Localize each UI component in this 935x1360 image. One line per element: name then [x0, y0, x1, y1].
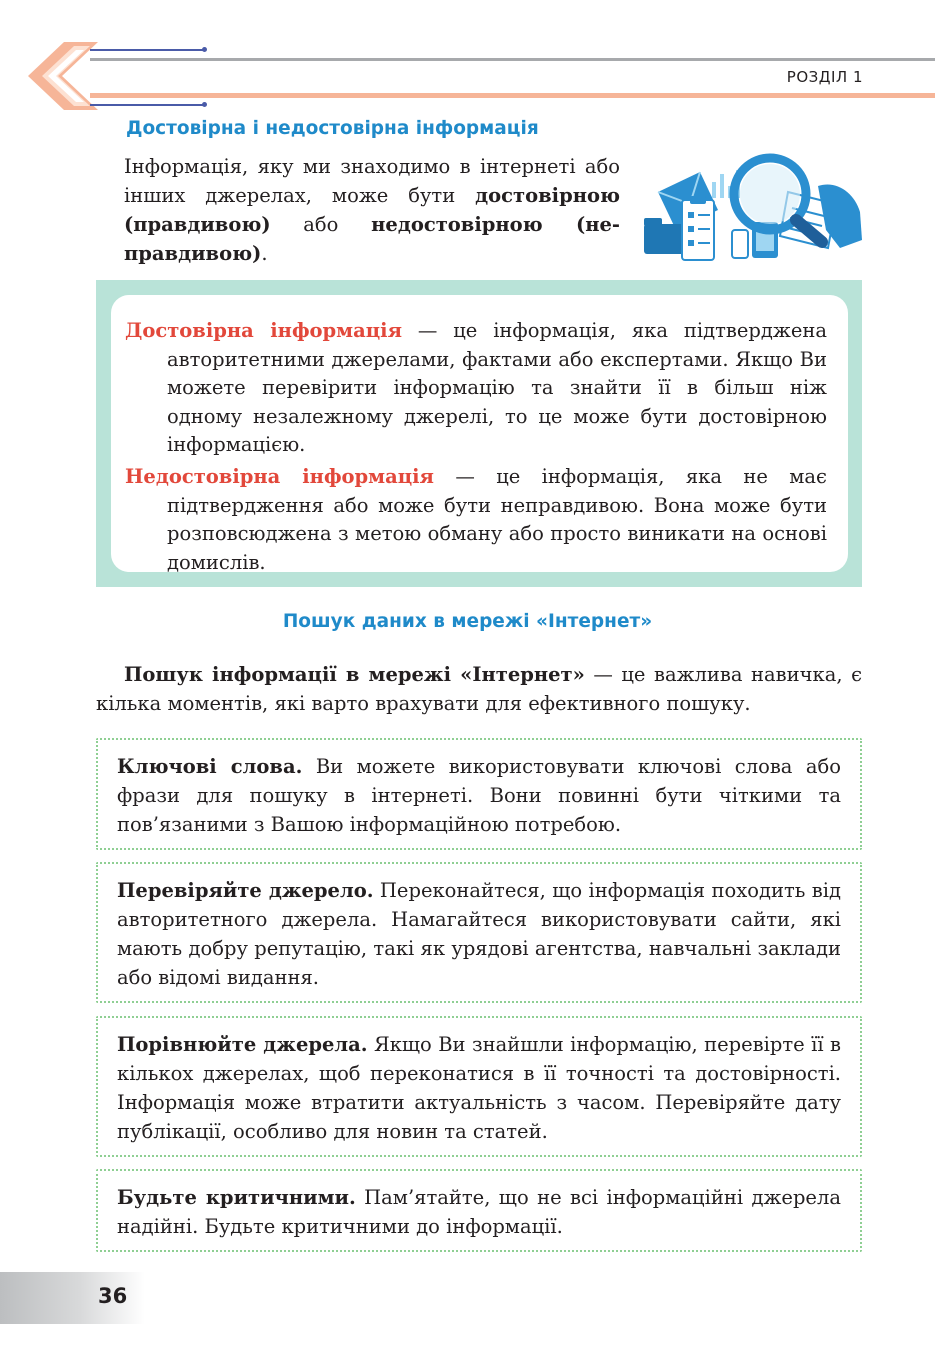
- header-rule-peach: [90, 93, 935, 98]
- tip-be-critical-title: Будьте критичними.: [117, 1186, 356, 1209]
- header-rule-gray: [90, 58, 935, 61]
- definitions-inner: [111, 295, 848, 572]
- header-rule-blue-bottom: [90, 104, 205, 106]
- intro-text-1: Інформація, яку ми знаходимо в інтернеті або інших джерелах, може бути: [124, 155, 620, 207]
- search-intro-paragraph: [96, 660, 862, 718]
- tip-compare-sources: [96, 1016, 862, 1157]
- search-intro-bold: Пошук інформації в мережі «Інтернет»: [124, 663, 585, 686]
- intro-paragraph: [124, 152, 620, 268]
- section-title-reliable-info: Достовірна і недостовірна інформація: [126, 118, 539, 139]
- section-label: РОЗДІЛ 1: [786, 68, 863, 86]
- tip-check-source: [96, 862, 862, 1003]
- intro-text-3: .: [261, 242, 268, 265]
- chevron-left-icon: [28, 42, 108, 110]
- tip-keywords-title: Ключові слова.: [117, 755, 303, 778]
- intro-bold-2: недостовірною (неправдивою): [124, 213, 620, 265]
- tip-check-source-text: Переконайтеся, що інформація походить від авторитетного джерела. Намагайтеся використовувати сайти, які мають добру репутацію, такі як урядові агентства, навчальні заклади або відомі видання.: [117, 879, 842, 989]
- page-number: 36: [98, 1284, 128, 1308]
- header-dot: [202, 47, 207, 52]
- header-dot: [202, 102, 207, 107]
- tip-be-critical-text: Пам’ятайте, що не всі інформаційні джерела надійні. Будьте критичними до інформації.: [117, 1186, 841, 1238]
- data-search-illustration-icon: [640, 152, 865, 267]
- tip-check-source-title: Перевіряйте джерело.: [117, 879, 374, 902]
- tip-compare-sources-text: Якщо Ви знайшли інформацію, перевірте її в кількох джерелах, щоб переконатися в її точності та достовірності. Інформація може втратити актуальність з часом. Перевіряйте дату публікації, особливо для новин та статей.: [117, 1033, 841, 1143]
- tip-keywords: [96, 738, 862, 850]
- tip-keywords-text: Ви можете використовувати ключові слова або фрази для пошуку в інтернеті. Вони повинні бути чіткими та пов’язаними з Вашою інформаційною потребою.: [117, 755, 842, 836]
- tip-compare-sources-title: Порівнюйте джерела.: [117, 1033, 368, 1056]
- term-unreliable: Недостовірна інформація: [125, 465, 434, 488]
- definition-reliable: [125, 317, 827, 460]
- definitions-box: [96, 280, 862, 587]
- header-rule-blue-top: [90, 49, 205, 51]
- intro-text-2: або: [270, 213, 372, 236]
- term-reliable: Достовірна інформація: [125, 319, 402, 342]
- definition-unreliable-text: — це інформація, яка не має підтвердження або може бути неправдивою. Вона може бути розповсюджена з метою обману або просто виникати на основі домислів.: [167, 465, 827, 574]
- intro-bold-1: достовірною (правдивою): [124, 184, 620, 236]
- page-header: [0, 0, 935, 115]
- search-intro-text: — це важлива навичка, є кілька моментів, які варто врахувати для ефективного пошуку.: [96, 663, 862, 715]
- definition-unreliable: [125, 463, 827, 577]
- tip-be-critical: [96, 1169, 862, 1252]
- definition-reliable-text: — це інформація, яка підтверджена авторитетними джерелами, фактами або експертами. Якщо Ви можете перевірити інформацію та знайти її в більш ніж одному незалежному джерелі, то це може бути достовірною інформацією.: [167, 319, 827, 456]
- section-title-internet-search: Пошук даних в мережі «Інтернет»: [282, 611, 653, 632]
